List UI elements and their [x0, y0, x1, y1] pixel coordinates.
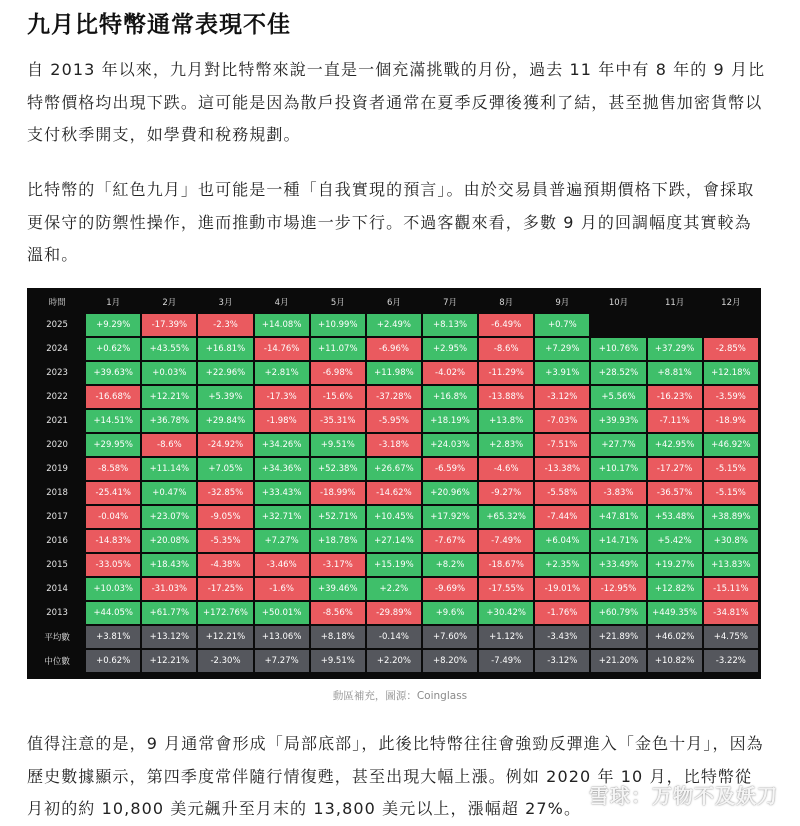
return-cell: -11.29% [479, 362, 533, 384]
return-cell: -7.67% [423, 530, 477, 552]
table-row [30, 434, 758, 456]
return-cell: -15.11% [704, 578, 758, 600]
table-row [30, 602, 758, 624]
year-label: 2024 [30, 338, 84, 360]
return-cell: -3.17% [311, 554, 365, 576]
return-cell: -24.92% [198, 434, 252, 456]
table-row [30, 314, 758, 336]
table-row [30, 458, 758, 480]
header-month: 11月 [648, 292, 702, 312]
return-cell: -1.76% [535, 602, 589, 624]
return-cell: +449.35% [648, 602, 702, 624]
year-label: 2020 [30, 434, 84, 456]
return-cell: +52.71% [311, 506, 365, 528]
paragraph-golden-october: 值得注意的是，9 月通常會形成「局部底部」，此後比特幣往往會強勁反彈進入「金色十月」，因為歷史數據顯示，第四季度常伴隨行情復甦，甚至出現大幅上漲。例如 2020 年 10 月，比特幣從月初的約 10,800 美元飆升至月末的 13,800 美元以上，漲幅超 27%。 [27, 734, 764, 818]
return-cell: +27.14% [367, 530, 421, 552]
return-cell: +24.03% [423, 434, 477, 456]
return-cell: +2.81% [255, 362, 309, 384]
return-cell: +10.03% [86, 578, 140, 600]
return-cell: -0.04% [86, 506, 140, 528]
return-cell: -25.41% [86, 482, 140, 504]
return-cell: -14.62% [367, 482, 421, 504]
return-cell: +11.07% [311, 338, 365, 360]
return-cell: +2.49% [367, 314, 421, 336]
return-cell: +61.77% [142, 602, 196, 624]
summary-label: 中位數 [30, 650, 84, 672]
return-cell: +14.08% [255, 314, 309, 336]
summary-cell: +8.18% [311, 626, 365, 648]
return-cell: +19.27% [648, 554, 702, 576]
year-label: 2017 [30, 506, 84, 528]
table-row [30, 506, 758, 528]
table-row [30, 338, 758, 360]
summary-cell: -2.30% [198, 650, 252, 672]
year-label: 2015 [30, 554, 84, 576]
return-cell: +2.35% [535, 554, 589, 576]
return-cell: +17.92% [423, 506, 477, 528]
return-cell: -12.95% [591, 578, 645, 600]
paragraph-red-september: 比特幣的「紅色九月」也可能是一種「自我實現的預言」。由於交易員普遍預期價格下跌，會採取更保守的防禦性操作，進而推動市場進一步下行。不過客觀來看，多數 9 月的回調幅度其實較為溫和。 [27, 180, 755, 264]
return-cell: -8.56% [311, 602, 365, 624]
return-cell: +18.19% [423, 410, 477, 432]
header-month: 1月 [86, 292, 140, 312]
summary-cell: +7.60% [423, 626, 477, 648]
table-row [30, 554, 758, 576]
return-cell: +9.51% [311, 434, 365, 456]
return-cell: +7.05% [198, 458, 252, 480]
return-cell: +172.76% [198, 602, 252, 624]
summary-row [30, 626, 758, 648]
table-row [30, 362, 758, 384]
header-month: 7月 [423, 292, 477, 312]
return-cell: +8.13% [423, 314, 477, 336]
return-cell: -5.15% [704, 458, 758, 480]
paragraph-intro: 自 2013 年以來，九月對比特幣來說一直是一個充滿挑戰的月份，過去 11 年中有 8 年的 9 月比特幣價格均出現下跌。這可能是因為散戶投資者通常在夏季反彈後獲利了結，甚至拋售加密貨幣以支付秋季開支，如學費和稅務規劃。 [27, 60, 766, 144]
return-cell: -17.39% [142, 314, 196, 336]
return-cell: +20.96% [423, 482, 477, 504]
return-cell: +10.17% [591, 458, 645, 480]
return-cell: -8.6% [142, 434, 196, 456]
year-label: 2022 [30, 386, 84, 408]
return-cell: -5.95% [367, 410, 421, 432]
return-cell: -16.23% [648, 386, 702, 408]
return-cell: +53.48% [648, 506, 702, 528]
summary-cell: +1.12% [479, 626, 533, 648]
return-cell: -17.27% [648, 458, 702, 480]
summary-cell: +21.89% [591, 626, 645, 648]
return-cell: +2.83% [479, 434, 533, 456]
return-cell: -4.6% [479, 458, 533, 480]
return-cell: -14.76% [255, 338, 309, 360]
return-cell: +29.95% [86, 434, 140, 456]
return-cell: -6.98% [311, 362, 365, 384]
return-cell: -2.3% [198, 314, 252, 336]
return-cell: -9.27% [479, 482, 533, 504]
summary-cell: -3.12% [535, 650, 589, 672]
header-month: 10月 [591, 292, 645, 312]
summary-cell: -3.43% [535, 626, 589, 648]
return-cell: -6.49% [479, 314, 533, 336]
return-cell: -17.55% [479, 578, 533, 600]
summary-cell: -7.49% [479, 650, 533, 672]
return-cell: +33.43% [255, 482, 309, 504]
return-cell: +39.93% [591, 410, 645, 432]
summary-cell: +8.20% [423, 650, 477, 672]
return-cell: -36.57% [648, 482, 702, 504]
return-cell: -4.02% [423, 362, 477, 384]
return-cell: +14.71% [591, 530, 645, 552]
return-cell: +37.29% [648, 338, 702, 360]
return-cell: +36.78% [142, 410, 196, 432]
return-cell: +9.29% [86, 314, 140, 336]
return-cell: -37.28% [367, 386, 421, 408]
return-cell: +29.84% [198, 410, 252, 432]
header-month: 4月 [255, 292, 309, 312]
return-cell: -18.9% [704, 410, 758, 432]
year-label: 2025 [30, 314, 84, 336]
year-label: 2014 [30, 578, 84, 600]
return-cell: +11.98% [367, 362, 421, 384]
return-cell: +47.81% [591, 506, 645, 528]
return-cell: -35.31% [311, 410, 365, 432]
return-cell: +27.7% [591, 434, 645, 456]
return-cell: -1.6% [255, 578, 309, 600]
summary-cell: +0.62% [86, 650, 140, 672]
summary-cell: +10.82% [648, 650, 702, 672]
return-cell: -7.44% [535, 506, 589, 528]
return-cell: -5.58% [535, 482, 589, 504]
return-cell: -6.59% [423, 458, 477, 480]
return-cell: +60.79% [591, 602, 645, 624]
summary-cell: +12.21% [142, 650, 196, 672]
return-cell: -29.89% [367, 602, 421, 624]
return-cell: +12.82% [648, 578, 702, 600]
table-header-row [30, 292, 758, 312]
header-time: 時間 [30, 292, 84, 312]
return-cell: +50.01% [255, 602, 309, 624]
summary-cell: +3.81% [86, 626, 140, 648]
return-cell: +9.6% [423, 602, 477, 624]
return-cell: +38.89% [704, 506, 758, 528]
return-cell: +20.08% [142, 530, 196, 552]
return-cell: -3.59% [704, 386, 758, 408]
return-cell: +39.63% [86, 362, 140, 384]
summary-cell: +4.75% [704, 626, 758, 648]
summary-cell: +13.12% [142, 626, 196, 648]
return-cell: -7.03% [535, 410, 589, 432]
return-cell: +18.43% [142, 554, 196, 576]
summary-cell: -3.22% [704, 650, 758, 672]
return-cell: +16.8% [423, 386, 477, 408]
return-cell: +7.27% [255, 530, 309, 552]
monthly-returns-table [27, 288, 761, 679]
return-cell: -13.38% [535, 458, 589, 480]
header-month: 8月 [479, 292, 533, 312]
year-label: 2019 [30, 458, 84, 480]
image-caption: 動區補充，圖源：Coinglass [332, 690, 468, 702]
return-cell: +44.05% [86, 602, 140, 624]
return-cell [591, 314, 645, 336]
year-label: 2023 [30, 362, 84, 384]
return-cell: +22.96% [198, 362, 252, 384]
header-month: 12月 [704, 292, 758, 312]
return-cell: -5.35% [198, 530, 252, 552]
return-cell [648, 314, 702, 336]
return-cell: +0.7% [535, 314, 589, 336]
year-label: 2016 [30, 530, 84, 552]
return-cell: -14.83% [86, 530, 140, 552]
return-cell: +65.32% [479, 506, 533, 528]
return-cell: -7.49% [479, 530, 533, 552]
return-cell: -7.51% [535, 434, 589, 456]
return-cell: -8.6% [479, 338, 533, 360]
return-cell: -4.38% [198, 554, 252, 576]
article-title: 九月比特幣通常表現不佳 [27, 12, 291, 38]
return-cell: +8.2% [423, 554, 477, 576]
return-cell: -1.98% [255, 410, 309, 432]
return-cell: +18.78% [311, 530, 365, 552]
return-cell: -33.05% [86, 554, 140, 576]
year-label: 2021 [30, 410, 84, 432]
return-cell: +7.29% [535, 338, 589, 360]
summary-cell: +21.20% [591, 650, 645, 672]
header-month: 2月 [142, 292, 196, 312]
return-cell: -32.85% [198, 482, 252, 504]
return-cell: -17.25% [198, 578, 252, 600]
return-cell: +43.55% [142, 338, 196, 360]
return-cell: -3.12% [535, 386, 589, 408]
return-cell: -3.18% [367, 434, 421, 456]
table-row [30, 578, 758, 600]
return-cell: +0.62% [86, 338, 140, 360]
return-cell: +0.03% [142, 362, 196, 384]
return-cell: +6.04% [535, 530, 589, 552]
table-row [30, 410, 758, 432]
return-cell: +32.71% [255, 506, 309, 528]
return-cell: +46.92% [704, 434, 758, 456]
header-month: 9月 [535, 292, 589, 312]
return-cell: +5.42% [648, 530, 702, 552]
header-month: 3月 [198, 292, 252, 312]
return-cell: -8.58% [86, 458, 140, 480]
return-cell: +26.67% [367, 458, 421, 480]
table-row [30, 386, 758, 408]
return-cell: +5.56% [591, 386, 645, 408]
summary-label: 平均數 [30, 626, 84, 648]
summary-row [30, 650, 758, 672]
summary-cell: +46.02% [648, 626, 702, 648]
return-cell: +52.38% [311, 458, 365, 480]
return-cell: +10.76% [591, 338, 645, 360]
return-cell: -17.3% [255, 386, 309, 408]
summary-cell: +2.20% [367, 650, 421, 672]
return-cell: -18.99% [311, 482, 365, 504]
return-cell: -18.67% [479, 554, 533, 576]
return-cell: +2.2% [367, 578, 421, 600]
return-cell: +30.42% [479, 602, 533, 624]
return-cell: -9.05% [198, 506, 252, 528]
year-label: 2018 [30, 482, 84, 504]
return-cell: +13.83% [704, 554, 758, 576]
return-cell: -19.01% [535, 578, 589, 600]
return-cell: +8.81% [648, 362, 702, 384]
return-cell: -31.03% [142, 578, 196, 600]
header-month: 6月 [367, 292, 421, 312]
summary-cell: +7.27% [255, 650, 309, 672]
summary-cell: +12.21% [198, 626, 252, 648]
return-cell: -3.46% [255, 554, 309, 576]
return-cell: +13.8% [479, 410, 533, 432]
summary-cell: -0.14% [367, 626, 421, 648]
return-cell: +33.49% [591, 554, 645, 576]
header-month: 5月 [311, 292, 365, 312]
return-cell [704, 314, 758, 336]
return-cell: -16.68% [86, 386, 140, 408]
return-cell: +0.47% [142, 482, 196, 504]
return-cell: -5.15% [704, 482, 758, 504]
return-cell: +30.8% [704, 530, 758, 552]
summary-cell: +9.51% [311, 650, 365, 672]
return-cell: -15.6% [311, 386, 365, 408]
return-cell: -34.81% [704, 602, 758, 624]
return-cell: +3.91% [535, 362, 589, 384]
return-cell: -7.11% [648, 410, 702, 432]
return-cell: +16.81% [198, 338, 252, 360]
return-cell: -13.88% [479, 386, 533, 408]
return-cell: +10.99% [311, 314, 365, 336]
return-cell: +10.45% [367, 506, 421, 528]
return-cell: +23.07% [142, 506, 196, 528]
return-cell: -3.83% [591, 482, 645, 504]
return-cell: -9.69% [423, 578, 477, 600]
year-label: 2013 [30, 602, 84, 624]
return-cell: +2.95% [423, 338, 477, 360]
watermark: 雪球：万物不及妖刀 [589, 784, 778, 808]
return-cell: +42.95% [648, 434, 702, 456]
summary-cell: +13.06% [255, 626, 309, 648]
return-cell: +28.52% [591, 362, 645, 384]
return-cell: +12.18% [704, 362, 758, 384]
return-cell: -2.85% [704, 338, 758, 360]
table-row [30, 530, 758, 552]
return-cell: +12.21% [142, 386, 196, 408]
return-cell: -6.96% [367, 338, 421, 360]
return-cell: +34.36% [255, 458, 309, 480]
return-cell: +39.46% [311, 578, 365, 600]
return-cell: +5.39% [198, 386, 252, 408]
return-cell: +14.51% [86, 410, 140, 432]
return-cell: +15.19% [367, 554, 421, 576]
return-cell: +34.26% [255, 434, 309, 456]
table-row [30, 482, 758, 504]
return-cell: +11.14% [142, 458, 196, 480]
